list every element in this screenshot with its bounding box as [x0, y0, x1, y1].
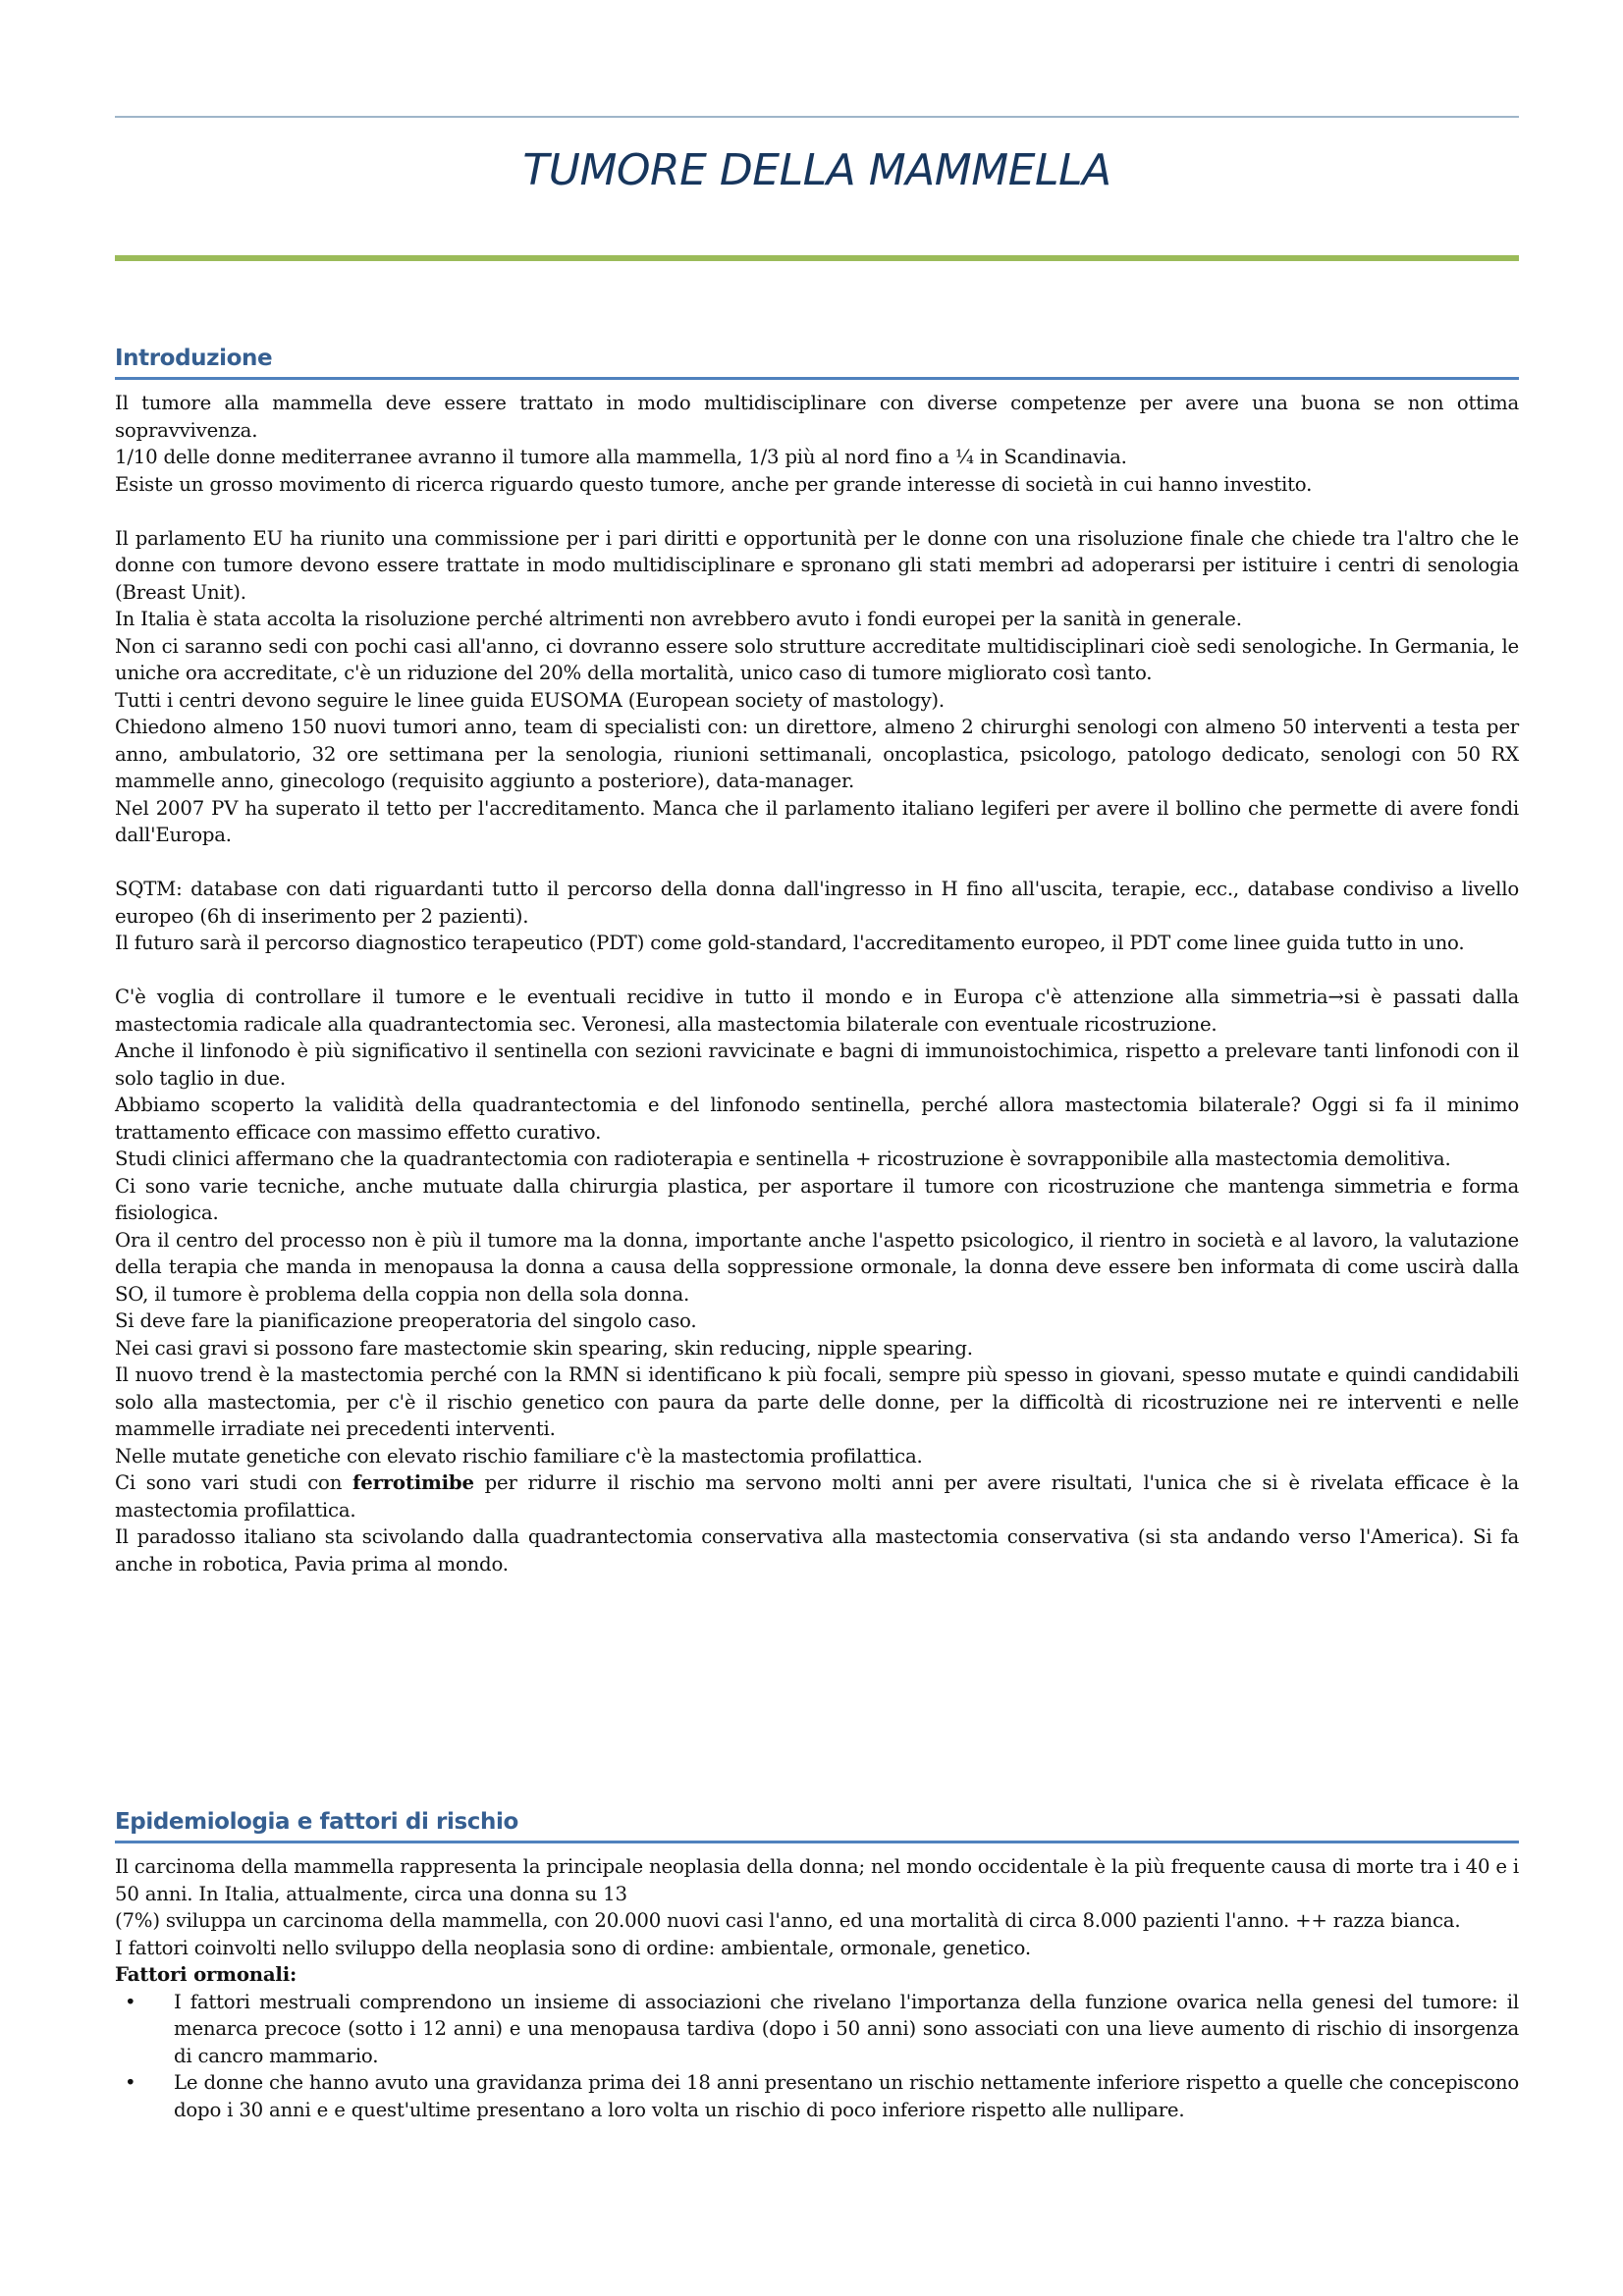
subheading: Fattori ormonali: — [115, 1963, 298, 1986]
paragraph: Tutti i centri devono seguire le linee guida EUSOMA (European society of mastology). — [115, 688, 945, 712]
section-heading: Epidemiologia e fattori di rischio — [115, 1809, 1519, 1843]
paragraph: (7%) sviluppa un carcinoma della mammella, con 20.000 nuovi casi l'anno, ed una mortalità di circa 8.000 pazienti l'anno. ++ razza bianca. — [115, 1909, 1461, 1932]
title-top-rule — [115, 116, 1519, 118]
paragraph: Abbiamo scoperto la validità della quadrantectomia e del linfonodo sentinella, perché allora mastectomia bilaterale? Oggi si fa il minimo trattamento efficace con massimo effetto curativo. — [115, 1094, 1519, 1144]
paragraph: Il nuovo trend è la mastectomia perché con la RMN si identificano k più focali, sempre più spesso in giovani, spesso mutate e quindi candidabili solo alla mastectomia, per c'è il rischio genetico con paura da parte delle donne, per la difficoltà di ricostruzione nei re interventi e nelle mammelle irradiate nei precedenti interventi. — [115, 1363, 1519, 1440]
paragraph: Il paradosso italiano sta scivolando dalla quadrantectomia conservativa alla mastectomia conservativa (si sta andando verso l'America). Si fa anche in robotica, Pavia prima al mondo. — [115, 1525, 1519, 1575]
paragraph-ferrotimibe: Ci sono vari studi con ferrotimibe per ridurre il rischio ma servono molti anni per avere risultati, l'unica che si è rivelata efficace è la mastectomia profilattica. — [115, 1471, 1519, 1522]
paragraph: Nel 2007 PV ha superato il tetto per l'accreditamento. Manca che il parlamento italiano legiferi per avere il bollino che permette di avere fondi dall'Europa. — [115, 796, 1519, 846]
paragraph: In Italia è stata accolta la risoluzione perché altrimenti non avrebbero avuto i fondi europei per la sanità in generale. — [115, 608, 1242, 630]
paragraph: Nelle mutate genetiche con elevato rischio familiare c'è la mastectomia profilattica. — [115, 1444, 923, 1468]
bullet-list — [115, 1989, 1519, 2124]
paragraph: Il futuro sarà il percorso diagnostico terapeutico (PDT) come gold-standard, l'accreditamento europeo, il PDT come linee guida tutto in uno. — [115, 932, 1465, 954]
paragraph: SQTM: database con dati riguardanti tutto il percorso della donna dall'ingresso in H fino all'uscita, terapie, ecc., database condiviso a livello europeo (6h di inserimento per 2 pazienti). — [115, 878, 1519, 928]
paragraph: Il parlamento EU ha riunito una commissione per i pari diritti e opportunità per le donne con una risoluzione finale che chiede tra l'altro che le donne con tumore devono essere trattate in modo multidisciplinare e spronano gli stati membri ad adoperarsi per istituire i centri di senologia (Breast Unit). — [115, 526, 1519, 604]
title-bottom-rule — [115, 255, 1519, 261]
section-heading: Introduzione — [115, 346, 1519, 380]
paragraph: Il carcinoma della mammella rappresenta la principale neoplasia della donna; nel mondo occidentale è la più frequente causa di morte tra i 40 e i 50 anni. In Italia, attualmente, circa una donna su 13 — [115, 1855, 1519, 1905]
paragraph: C'è voglia di controllare il tumore e le eventuali recidive in tutto il mondo e in Europa c'è attenzione alla simmetria→si è passati dalla mastectomia radicale alla quadrantectomia sec. Veronesi, alla mastectomia bilaterale con eventuale ricostruzione. — [115, 986, 1519, 1036]
page-title: TUMORE DELLA MAMMELLA — [522, 145, 1111, 195]
paragraph: 1/10 delle donne mediterranee avranno il tumore alla mammella, 1/3 più al nord fino a ¼ in Scandinavia. — [115, 446, 1127, 468]
section-epidemiologia — [115, 1809, 1519, 2123]
paragraph: Studi clinici affermano che la quadrantectomia con radioterapia e sentinella + ricostruzione è sovrapponibile alla mastectomia demolitiva. — [115, 1148, 1451, 1170]
paragraph: Ora il centro del processo non è più il tumore ma la donna, importante anche l'aspetto psicologico, il rientro in società e al lavoro, la valutazione della terapia che manda in menopausa la donna a causa della soppressione ormonale, la donna deve essere ben informata di come uscirà dalla SO, il tumore è problema della coppia non della sola donna. — [115, 1228, 1519, 1306]
paragraph: Nei casi gravi si possono fare mastectomie skin spearing, skin reducing, nipple spearing. — [115, 1336, 973, 1360]
paragraph: Chiedono almeno 150 nuovi tumori anno, team di specialisti con: un direttore, almeno 2 chirurghi senologi con almeno 50 interventi a testa per anno, ambulatorio, 32 ore settimana per la senologia, riunioni settimanali, oncoplastica, psicologo, patologo dedicato, senologi con 50 RX mammelle anno, ginecologo (requisito aggiunto a posteriore), data-manager. — [115, 716, 1519, 792]
paragraph: Anche il linfonodo è più significativo il sentinella con sezioni ravvicinate e bagni di immunoistochimica, rispetto a prelevare tanti linfonodi con il solo taglio in due. — [115, 1040, 1519, 1090]
section-body — [115, 390, 1519, 1577]
paragraph: Si deve fare la pianificazione preoperatoria del singolo caso. — [115, 1309, 697, 1332]
paragraph: Non ci saranno sedi con pochi casi all'anno, ci dovranno essere solo strutture accreditate multidisciplinari cioè sedi senologiche. In Germania, le uniche ora accreditate, c'è un riduzione del 20% della mortalità, unico caso di tumore migliorato così tanto. — [115, 634, 1519, 684]
paragraph: Ci sono varie tecniche, anche mutuate dalla chirurgia plastica, per asportare il tumore con ricostruzione che mantenga simmetria e forma fisiologica. — [115, 1174, 1519, 1224]
list-item: • Le donne che hanno avuto una gravidanza prima dei 18 anni presentano un rischio nettamente inferiore rispetto a quelle che concepiscono dopo i 30 anni e e quest'ultime presentano a loro volta un rischio di poco inferiore rispetto alle nullipare. — [174, 2069, 1519, 2123]
section-body — [115, 1853, 1519, 2123]
list-item: • I fattori mestruali comprendono un insieme di associazioni che rivelano l'importanza della funzione ovarica nella genesi del tumore: il menarca precoce (sotto i 12 anni) e una menopausa tardiva (dopo i 50 anni) sono associati con una lieve aumento di rischio di insorgenza di cancro mammario. — [174, 1989, 1519, 2070]
paragraph: Esiste un grosso movimento di ricerca riguardo questo tumore, anche per grande interesse di società in cui hanno investito. — [115, 472, 1313, 496]
bold-term: ferrotimibe — [352, 1471, 474, 1494]
paragraph: I fattori coinvolti nello sviluppo della neoplasia sono di ordine: ambientale, ormonale, genetico. — [115, 1936, 1031, 1959]
paragraph: Il tumore alla mammella deve essere trattato in modo multidisciplinare con diverse competenze per avere una buona se non ottima sopravvivenza. — [115, 392, 1519, 442]
section-introduzione — [115, 346, 1519, 1577]
